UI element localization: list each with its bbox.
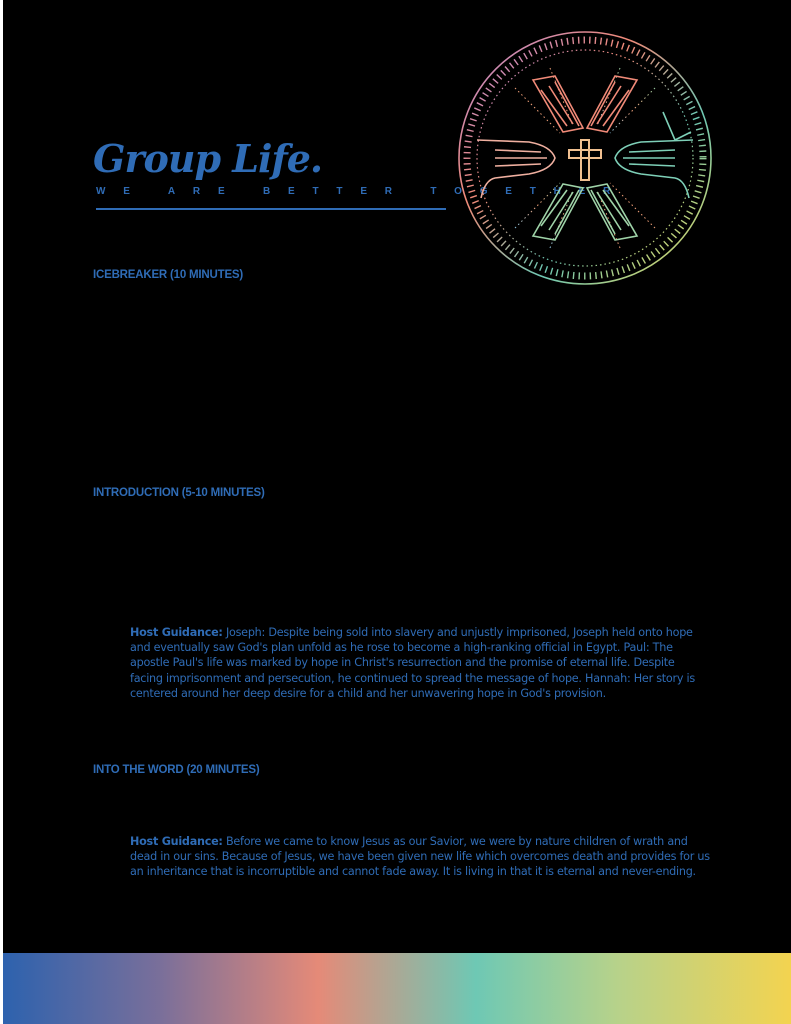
introduction-heading: INTRODUCTION (5-10 MINUTES): [93, 487, 265, 499]
host-guidance-label: Host Guidance:: [130, 835, 223, 848]
host-guidance-introduction: [130, 625, 710, 701]
title-underline: [96, 208, 446, 210]
footer-gradient-bar: [3, 953, 791, 1024]
icebreaker-heading: ICEBREAKER (10 MINUTES): [93, 269, 244, 281]
tagline: WE ARE BETTER TOGETHER: [96, 186, 629, 197]
host-guidance-into-the-word: [130, 834, 710, 880]
host-guidance-label: Host Guidance:: [130, 626, 223, 639]
host-guidance-text: Before we came to know Jesus as our Savior, we were by nature children of wrath and dead in our sins. Because of Jesus, we have been given new life which overcomes death and provides for us an inheritance that is incorruptible and cannot fade away. It is living in that it is eternal and never-ending.: [130, 835, 710, 879]
page-title: Group Life.: [93, 136, 323, 181]
into-the-word-heading: INTO THE WORD (20 MINUTES): [93, 764, 260, 776]
circular-cross-hands-emblem-icon: [455, 28, 715, 288]
document-page: [3, 0, 791, 1024]
host-guidance-text: Joseph: Despite being sold into slavery and unjustly imprisoned, Joseph held onto hope and eventually saw God's plan unfold as he rose to become a high-ranking official in Egypt. Paul: The apostle Paul's life was marked by hope in Christ's resurrection and the promise of eternal life. Despite facing imprisonment and persecution, he continued to spread the message of hope. Hannah: Her story is centered around her deep desire for a child and her unwavering hope in God's provision.: [130, 626, 695, 700]
